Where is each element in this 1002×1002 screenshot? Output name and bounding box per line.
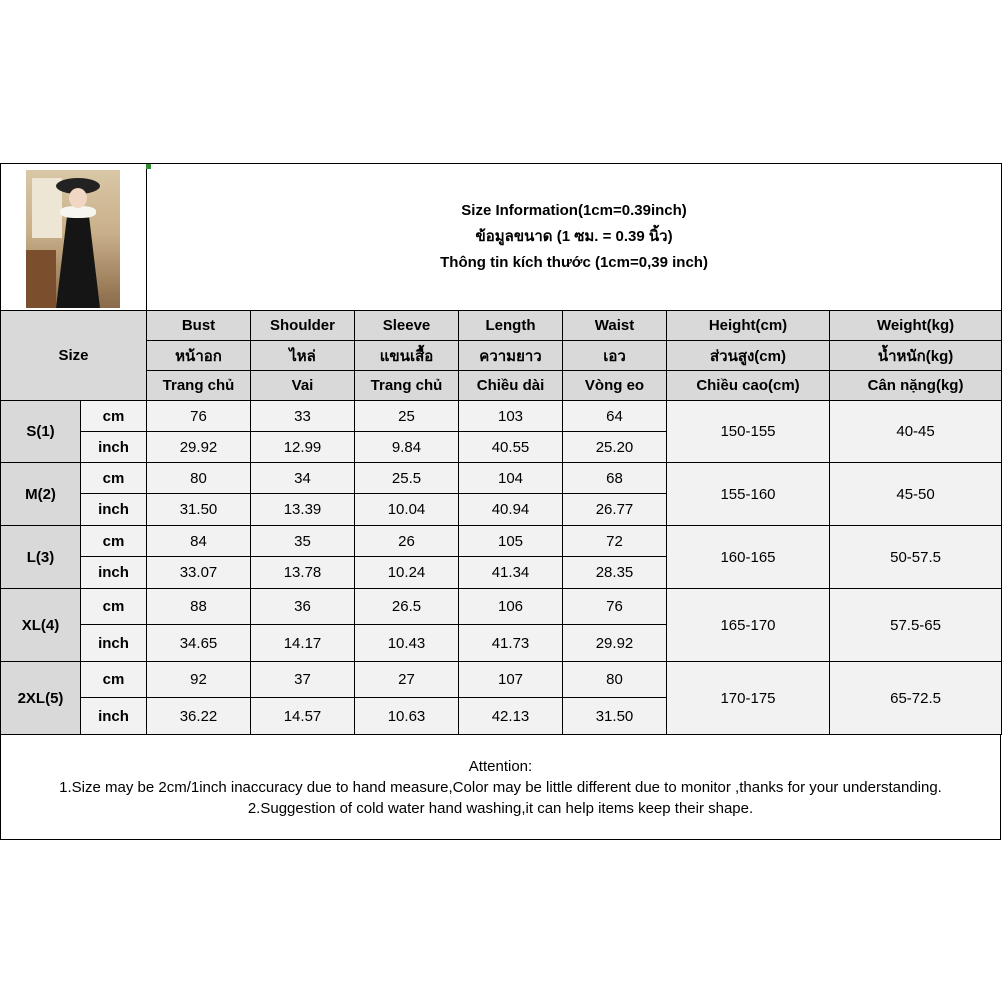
product-photo-cell <box>1 164 147 311</box>
measure-cell: 34 <box>251 463 355 494</box>
weight-cell: 40-45 <box>830 401 1002 463</box>
size-label: M(2) <box>1 463 81 526</box>
size-header: Size <box>1 311 147 401</box>
measure-cell: 12.99 <box>251 432 355 463</box>
header-en-5: Height(cm) <box>667 311 830 341</box>
unit-label: inch <box>81 698 147 735</box>
unit-label: inch <box>81 432 147 463</box>
weight-cell: 45-50 <box>830 463 1002 526</box>
header-en-4: Waist <box>563 311 667 341</box>
measure-cell: 10.04 <box>355 494 459 526</box>
size-label: XL(4) <box>1 589 81 662</box>
measure-cell: 92 <box>147 662 251 698</box>
weight-cell: 57.5-65 <box>830 589 1002 662</box>
measure-cell: 26 <box>355 526 459 557</box>
height-cell: 165-170 <box>667 589 830 662</box>
unit-label: cm <box>81 401 147 432</box>
header-en-1: Shoulder <box>251 311 355 341</box>
measure-cell: 34.65 <box>147 625 251 662</box>
measure-cell: 80 <box>147 463 251 494</box>
measure-cell: 40.94 <box>459 494 563 526</box>
measure-cell: 10.63 <box>355 698 459 735</box>
measure-cell: 42.13 <box>459 698 563 735</box>
measure-cell: 33 <box>251 401 355 432</box>
header-en-3: Length <box>459 311 563 341</box>
height-cell: 160-165 <box>667 526 830 589</box>
measure-cell: 25.20 <box>563 432 667 463</box>
size-label: 2XL(5) <box>1 662 81 735</box>
measure-cell: 26.5 <box>355 589 459 625</box>
measure-cell: 28.35 <box>563 557 667 589</box>
header-vi-5: Chiều cao(cm) <box>667 371 830 401</box>
height-cell: 170-175 <box>667 662 830 735</box>
header-th-1: ไหล่ <box>251 341 355 371</box>
height-cell: 150-155 <box>667 401 830 463</box>
measure-cell: 106 <box>459 589 563 625</box>
size-label: S(1) <box>1 401 81 463</box>
measure-cell: 13.78 <box>251 557 355 589</box>
size-chart <box>0 163 1002 840</box>
table-row <box>1 463 1002 494</box>
header-vi-2: Trang chủ <box>355 371 459 401</box>
header-vi-6: Cân nặng(kg) <box>830 371 1002 401</box>
header-th-6: น้ำหนัก(kg) <box>830 341 1002 371</box>
unit-label: cm <box>81 589 147 625</box>
title-line-th: ข้อมูลขนาด (1 ซม. = 0.39 นิ้ว) <box>475 228 673 245</box>
measure-cell: 36 <box>251 589 355 625</box>
corner-marker <box>146 164 151 169</box>
header-en-0: Bust <box>147 311 251 341</box>
height-cell: 155-160 <box>667 463 830 526</box>
measure-cell: 9.84 <box>355 432 459 463</box>
measure-cell: 37 <box>251 662 355 698</box>
header-vi-4: Vòng eo <box>563 371 667 401</box>
title-cell <box>147 164 1002 311</box>
measure-cell: 76 <box>147 401 251 432</box>
header-vi-3: Chiều dài <box>459 371 563 401</box>
measure-cell: 10.43 <box>355 625 459 662</box>
measure-cell: 29.92 <box>563 625 667 662</box>
unit-label: cm <box>81 463 147 494</box>
unit-label: cm <box>81 526 147 557</box>
measure-cell: 80 <box>563 662 667 698</box>
measure-cell: 107 <box>459 662 563 698</box>
measure-cell: 25.5 <box>355 463 459 494</box>
header-th-2: แขนเสื้อ <box>355 341 459 371</box>
measure-cell: 10.24 <box>355 557 459 589</box>
unit-label: cm <box>81 662 147 698</box>
measure-cell: 31.50 <box>563 698 667 735</box>
header-th-3: ความยาว <box>459 341 563 371</box>
notes <box>1 735 1001 840</box>
measure-cell: 64 <box>563 401 667 432</box>
measure-cell: 33.07 <box>147 557 251 589</box>
measure-cell: 36.22 <box>147 698 251 735</box>
size-label: L(3) <box>1 526 81 589</box>
measure-cell: 41.73 <box>459 625 563 662</box>
table-row <box>1 401 1002 432</box>
product-photo <box>26 170 120 308</box>
title-line-en: Size Information(1cm=0.39inch) <box>461 202 687 219</box>
header-th-4: เอว <box>563 341 667 371</box>
table-row <box>1 526 1002 557</box>
measure-cell: 103 <box>459 401 563 432</box>
notes-table <box>0 735 1001 840</box>
unit-label: inch <box>81 494 147 526</box>
measure-cell: 40.55 <box>459 432 563 463</box>
table-row <box>1 589 1002 625</box>
measure-cell: 68 <box>563 463 667 494</box>
unit-label: inch <box>81 557 147 589</box>
size-table <box>0 163 1002 735</box>
header-vi-1: Vai <box>251 371 355 401</box>
weight-cell: 50-57.5 <box>830 526 1002 589</box>
header-th-5: ส่วนสูง(cm) <box>667 341 830 371</box>
measure-cell: 31.50 <box>147 494 251 526</box>
measure-cell: 41.34 <box>459 557 563 589</box>
note-2: 2.Suggestion of cold water hand washing,it can help items keep their shape. <box>247 799 754 817</box>
measure-cell: 26.77 <box>563 494 667 526</box>
note-1: 1.Size may be 2cm/1inch inaccuracy due to hand measure,Color may be little different due to monitor ,thanks for your understanding. <box>59 778 942 796</box>
table-row <box>1 662 1002 698</box>
measure-cell: 14.57 <box>251 698 355 735</box>
measure-cell: 105 <box>459 526 563 557</box>
header-en-2: Sleeve <box>355 311 459 341</box>
header-vi-0: Trang chủ <box>147 371 251 401</box>
header-en-6: Weight(kg) <box>830 311 1002 341</box>
measure-cell: 84 <box>147 526 251 557</box>
weight-cell: 65-72.5 <box>830 662 1002 735</box>
measure-cell: 13.39 <box>251 494 355 526</box>
measure-cell: 27 <box>355 662 459 698</box>
measure-cell: 29.92 <box>147 432 251 463</box>
unit-label: inch <box>81 625 147 662</box>
measure-cell: 76 <box>563 589 667 625</box>
measure-cell: 88 <box>147 589 251 625</box>
title-line-vi: Thông tin kích thước (1cm=0,39 inch) <box>440 254 708 271</box>
header-th-0: หน้าอก <box>147 341 251 371</box>
measure-cell: 35 <box>251 526 355 557</box>
measure-cell: 14.17 <box>251 625 355 662</box>
measure-cell: 25 <box>355 401 459 432</box>
measure-cell: 72 <box>563 526 667 557</box>
measure-cell: 104 <box>459 463 563 494</box>
notes-heading: Attention: <box>468 757 533 775</box>
